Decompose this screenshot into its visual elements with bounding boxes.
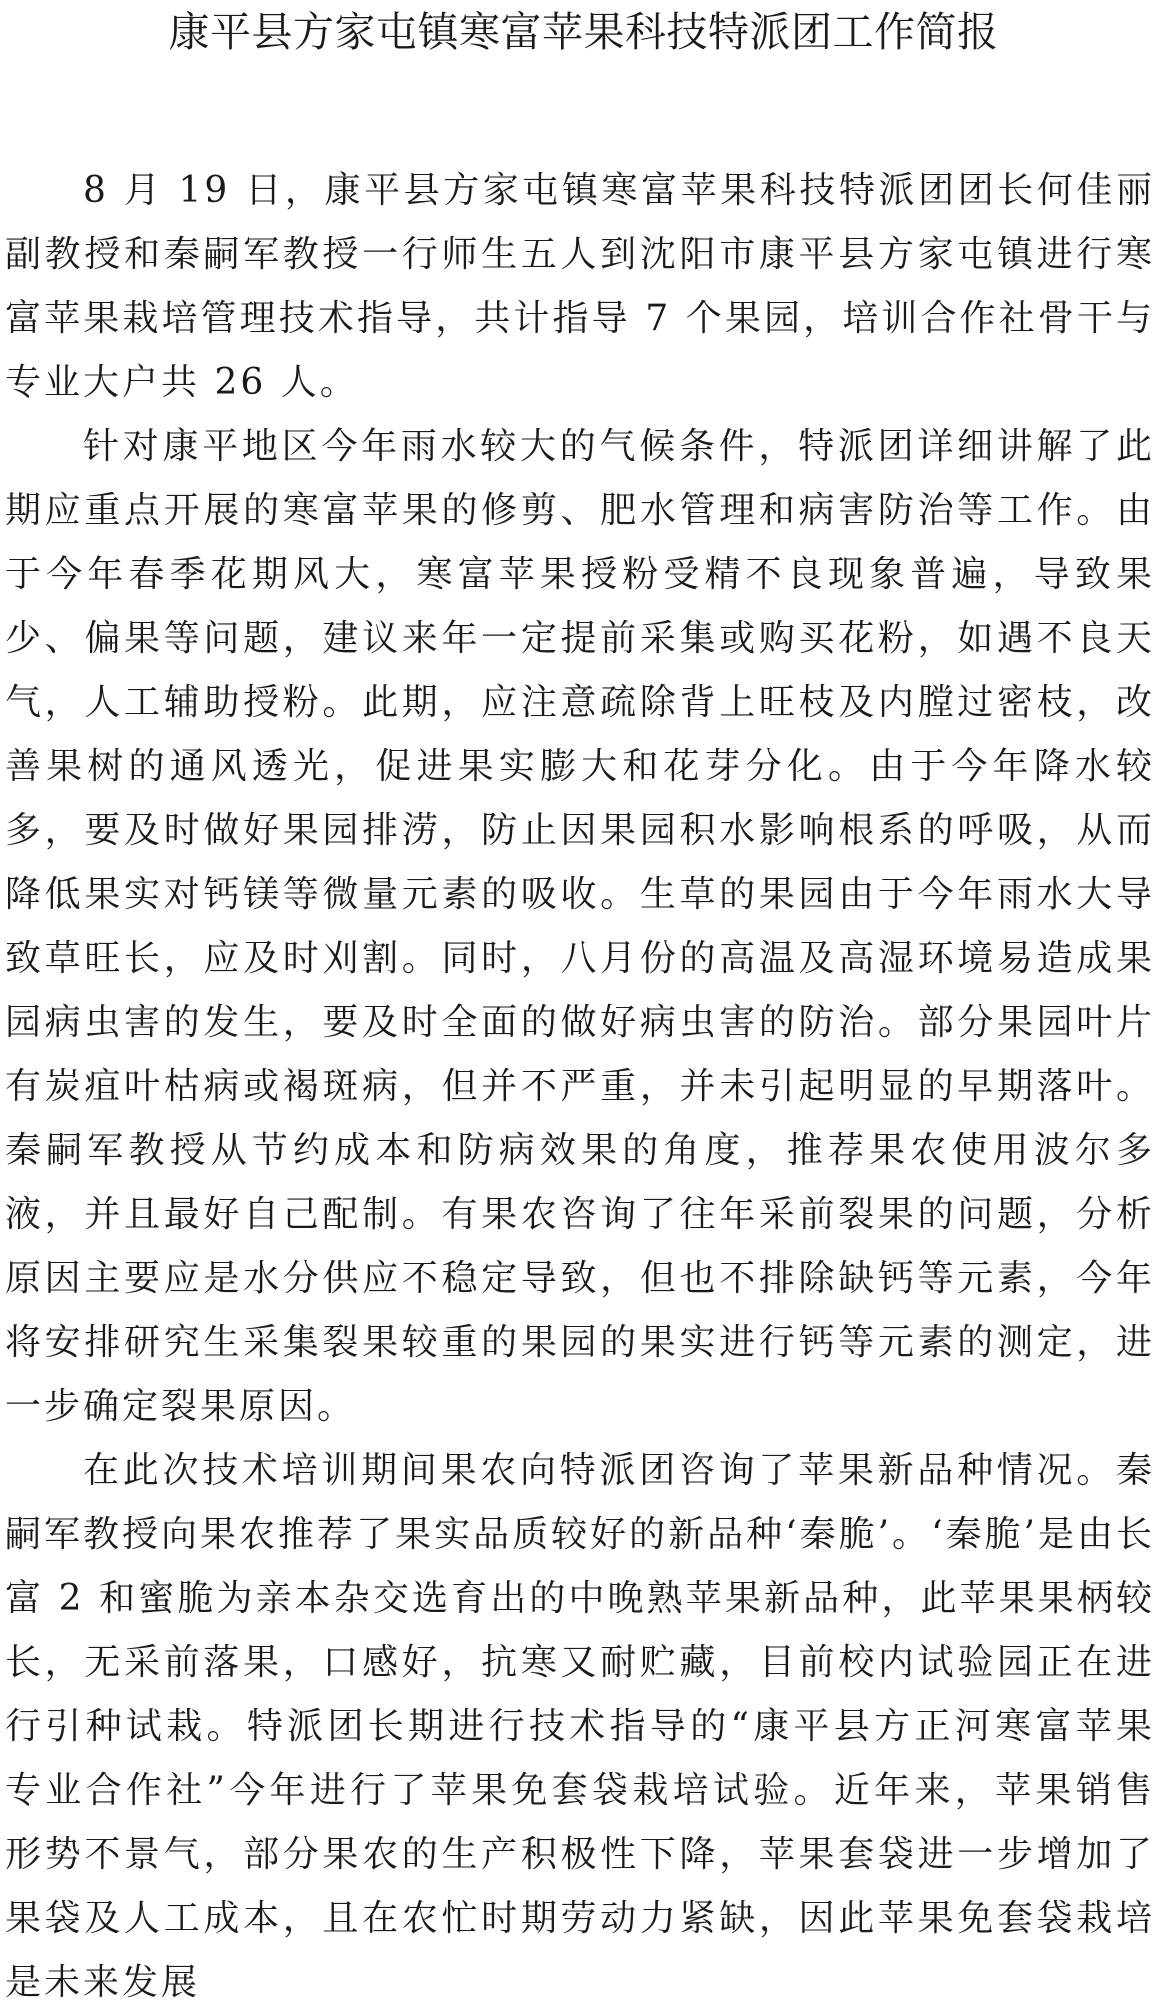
paragraph-1: 8 月 19 日，康平县方家屯镇寒富苹果科技特派团团长何佳丽副教授和秦嗣军教授一行师生五人到沈阳市康平县方家屯镇进行寒富苹果栽培管理技术指导，共计指导 7 个果园，培训合作社骨干与专业大户共 26 人。 [5, 170, 1155, 403]
paragraph-3: 在此次技术培训期间果农向特派团咨询了苹果新品种情况。秦嗣军教授向果农推荐了果实品质较好的新品种‘秦脆’。‘秦脆’是由长富 2 和蜜脆为亲本杂交选育出的中晚熟苹果新品种，此苹果果柄较长，无采前落果，口感好，抗寒又耐贮藏，目前校内试验园正在进行引种试栽。特派团长期进行技术指导的“康平县方正河寒富苹果专业合作社”今年进行了苹果免套袋栽培试验。近年来，苹果销售形势不景气，部分果农的生产积极性下降，苹果套袋进一步增加了果袋及人工成本，且在农忙时期劳动力紧缺，因此苹果免套袋栽培是未来发展 [5, 1450, 1155, 2003]
document-body [5, 159, 1155, 2015]
paragraph-2: 针对康平地区今年雨水较大的气候条件，特派团详细讲解了此期应重点开展的寒富苹果的修剪、肥水管理和病害防治等工作。由于今年春季花期风大，寒富苹果授粉受精不良现象普遍，导致果少、偏果等问题，建议来年一定提前采集或购买花粉，如遇不良天气，人工辅助授粉。此期，应注意疏除背上旺枝及内膛过密枝，改善果树的通风透光，促进果实膨大和花芽分化。由于今年降水较多，要及时做好果园排涝，防止因果园积水影响根系的呼吸，从而降低果实对钙镁等微量元素的吸收。生草的果园由于今年雨水大导致草旺长，应及时刈割。同时，八月份的高温及高湿环境易造成果园病虫害的发生，要及时全面的做好病虫害的防治。部分果园叶片有炭疽叶枯病或褐斑病，但并不严重，并未引起明显的早期落叶。秦嗣军教授从节约成本和防病效果的角度，推荐果农使用波尔多液，并且最好自己配制。有果农咨询了往年采前裂果的问题，分析原因主要应是水分供应不稳定导致，但也不排除缺钙等元素，今年将安排研究生采集裂果较重的果园的果实进行钙等元素的测定，进一步确定裂果原因。 [5, 426, 1155, 1427]
document-title: 康平县方家屯镇寒富苹果科技特派团工作简报 [168, 8, 999, 56]
